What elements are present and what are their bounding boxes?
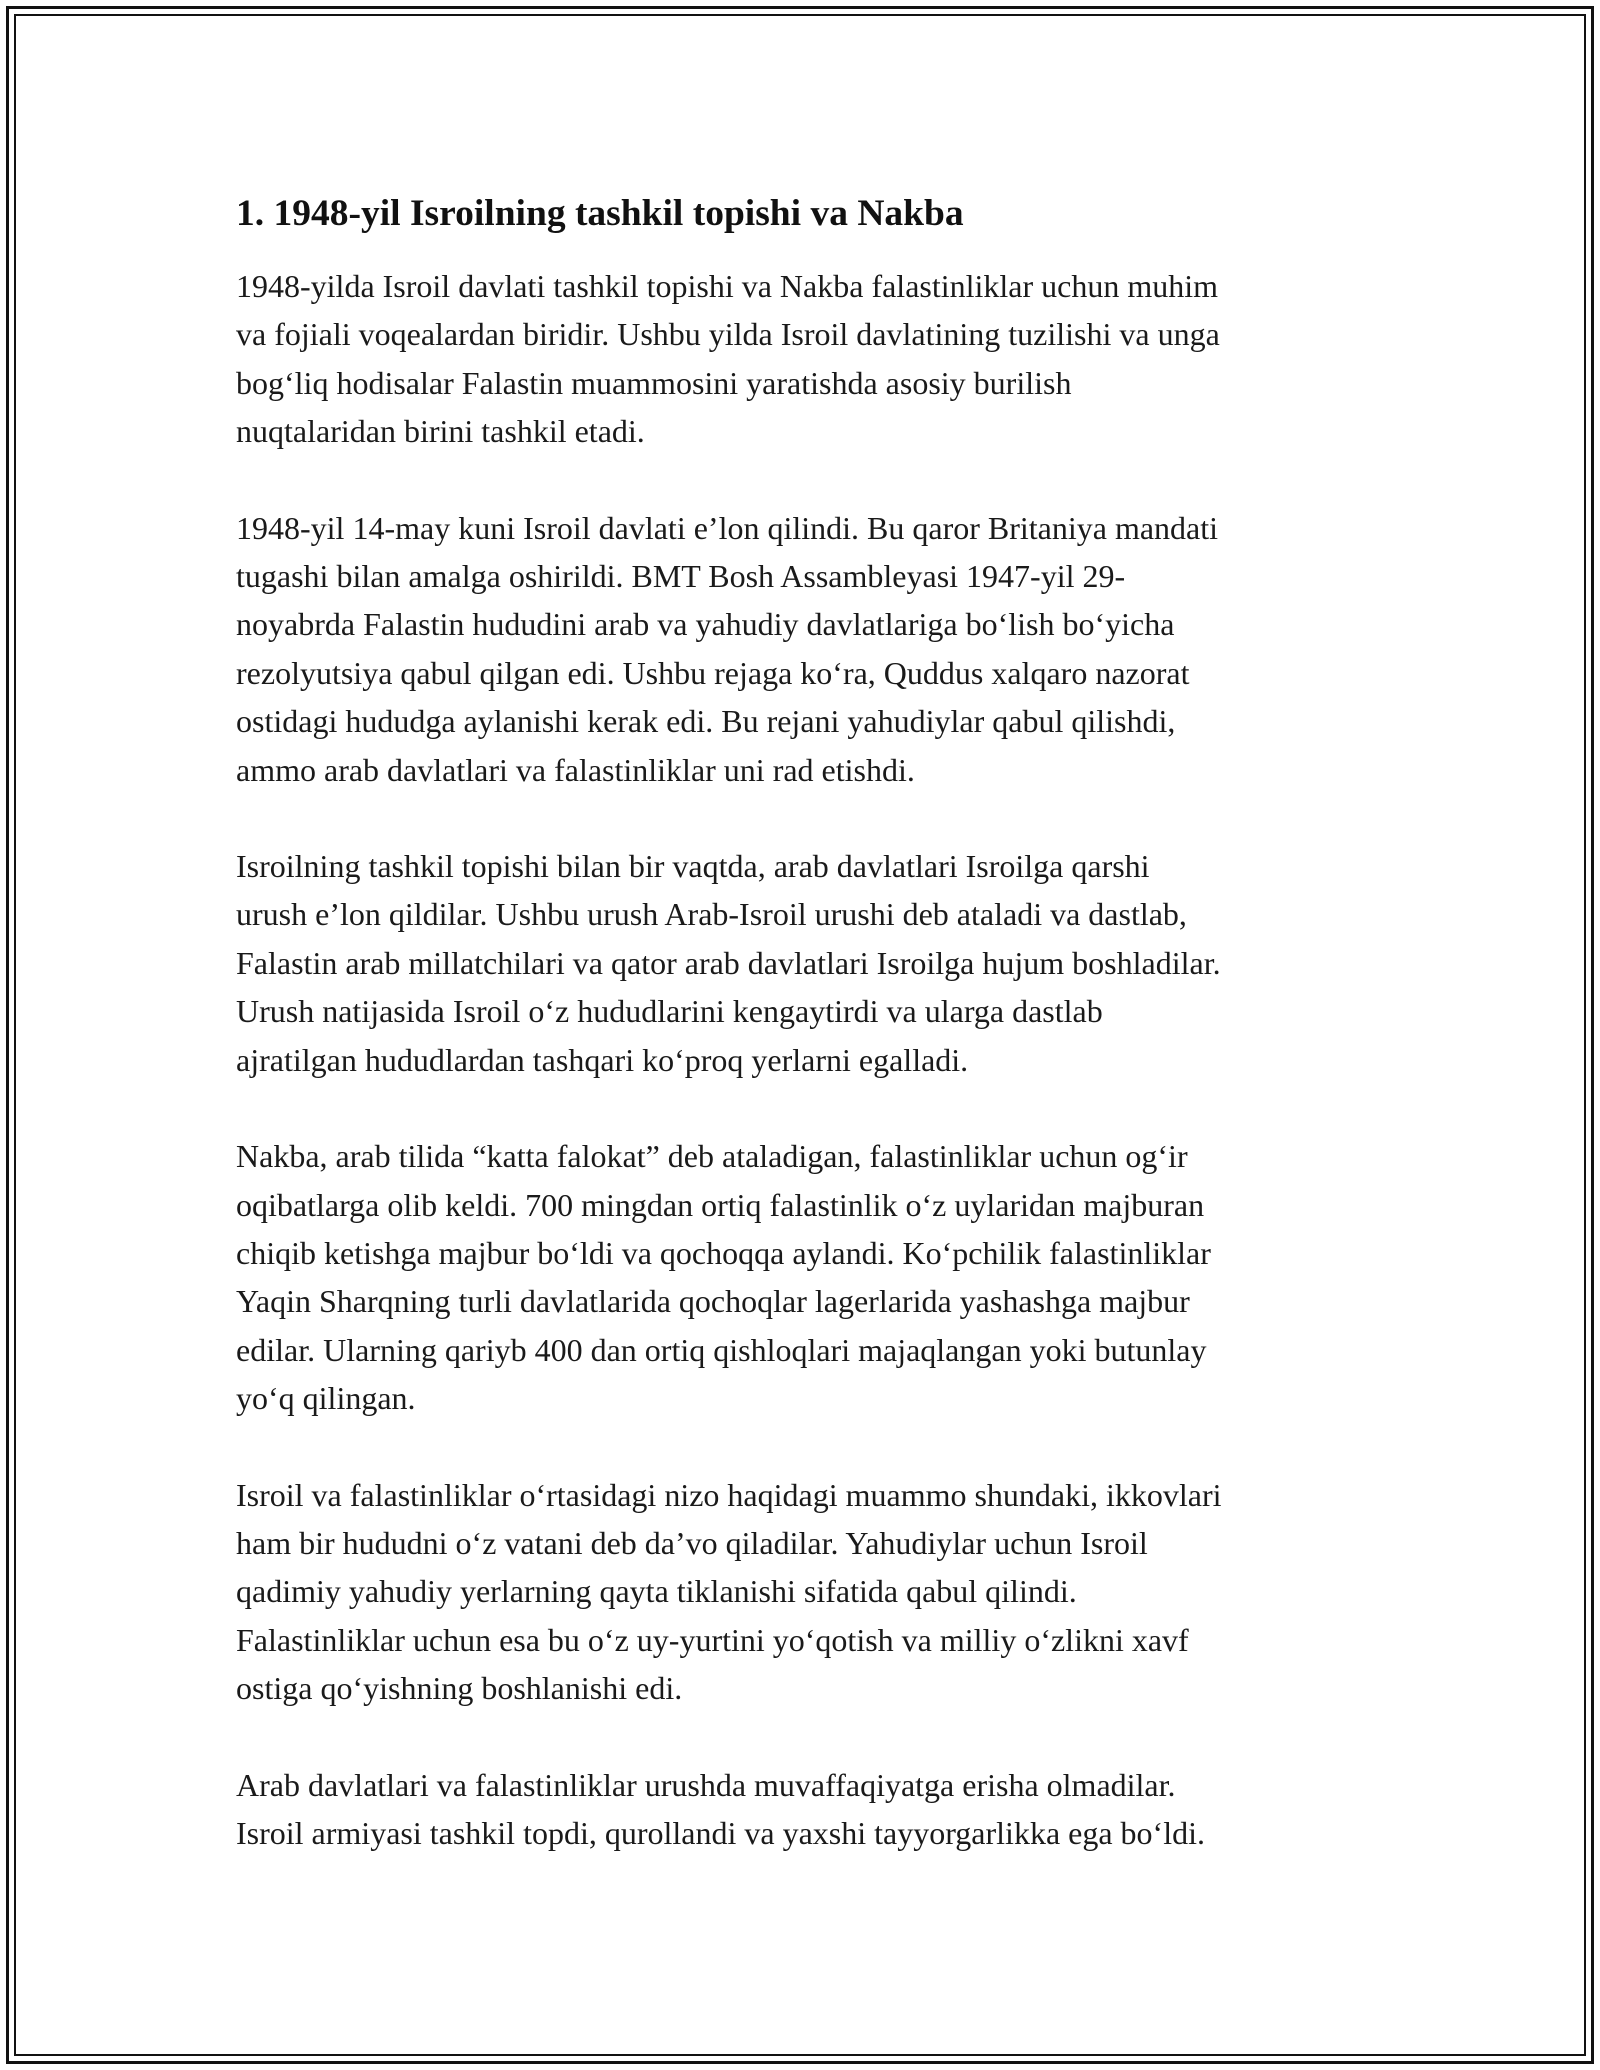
- text-line: va fojiali voqealardan biridir. Ushbu yilda Isroil davlatining tuzilishi va unga: [236, 316, 1220, 353]
- text-line: yo‘q qilingan.: [236, 1380, 416, 1417]
- text-line: nuqtalaridan birini tashkil etadi.: [236, 413, 645, 450]
- text-line: bog‘liq hodisalar Falastin muammosini yaratishda asosiy burilish: [236, 364, 1072, 401]
- text-line: ham bir hududni o‘z vatani deb da’vo qiladilar. Yahudiylar uchun Isroil: [236, 1524, 1148, 1561]
- text-line: urush e’lon qildilar. Ushbu urush Arab-Isroil urushi deb ataladi va dastlab,: [236, 896, 1187, 933]
- paragraph-intro: [236, 262, 1376, 456]
- text-line: Isroil va falastinliklar o‘rtasidagi nizo haqidagi muammo shundaki, ikkovlari: [236, 1476, 1222, 1513]
- text-line: Falastinliklar uchun esa bu o‘z uy-yurtini yo‘qotish va milliy o‘zlikni xavf: [236, 1621, 1189, 1658]
- text-line: ostidagi hududga aylanishi kerak edi. Bu rejani yahudiylar qabul qilishdi,: [236, 703, 1176, 740]
- text-line: Isroil armiyasi tashkil topdi, qurollandi va yaxshi tayyorgarlikka ega bo‘ldi.: [236, 1814, 1205, 1851]
- document-body: [236, 188, 1376, 1905]
- text-line: 1948-yilda Isroil davlati tashkil topishi va Nakba falastinliklar uchun muhim: [236, 268, 1219, 304]
- paragraph-conflict: [236, 1471, 1376, 1713]
- paragraph-outcome: [236, 1761, 1376, 1858]
- text-line: noyabrda Falastin hududini arab va yahudiy davlatlariga bo‘lish bo‘yicha: [236, 606, 1175, 643]
- text-line: tugashi bilan amalga oshirildi. BMT Bosh Assambleyasi 1947-yil 29-: [236, 558, 1126, 595]
- text-line: qadimiy yahudiy yerlarning qayta tiklanishi sifatida qabul qilindi.: [236, 1573, 1077, 1610]
- text-line: Nakba, arab tilida “katta falokat” deb ataladigan, falastinliklar uchun og‘ir: [236, 1138, 1188, 1175]
- text-line: Yaqin Sharqning turli davlatlarida qochoqlar lagerlarida yashashga majbur: [236, 1283, 1190, 1320]
- paragraph-war: [236, 842, 1376, 1084]
- text-line: ammo arab davlatlari va falastinliklar uni rad etishdi.: [236, 751, 915, 788]
- text-line: ostiga qo‘yishning boshlanishi edi.: [236, 1670, 683, 1707]
- text-line: Falastin arab millatchilari va qator arab davlatlari Isroilga hujum boshladilar.: [236, 944, 1221, 981]
- paragraph-declaration: [236, 504, 1376, 794]
- text-line: chiqib ketishga majbur bo‘ldi va qochoqqa aylandi. Ko‘pchilik falastinliklar: [236, 1234, 1211, 1271]
- paragraph-nakba: [236, 1132, 1376, 1422]
- text-line: edilar. Ularning qariyb 400 dan ortiq qishloqlari majaqlangan yoki butunlay: [236, 1331, 1207, 1368]
- text-line: rezolyutsiya qabul qilgan edi. Ushbu rejaga ko‘ra, Quddus xalqaro nazorat: [236, 654, 1190, 691]
- text-line: 1948-yil 14-may kuni Isroil davlati e’lon qilindi. Bu qaror Britaniya mandati: [236, 509, 1219, 546]
- text-line: Urush natijasida Isroil o‘z hududlarini kengaytirdi va ularga dastlab: [236, 993, 1103, 1030]
- text-line: oqibatlarga olib keldi. 700 mingdan ortiq falastinlik o‘z uylaridan majburan: [236, 1186, 1205, 1223]
- text-line: Arab davlatlari va falastinliklar urushda muvaffaqiyatga erisha olmadilar.: [236, 1766, 1176, 1803]
- section-heading: 1. 1948-yil Isroilning tashkil topishi va Nakba: [236, 193, 964, 234]
- text-line: Isroilning tashkil topishi bilan bir vaqtda, arab davlatlari Isroilga qarshi: [236, 848, 1150, 885]
- text-line: ajratilgan hududlardan tashqari ko‘proq yerlarni egalladi.: [236, 1041, 969, 1078]
